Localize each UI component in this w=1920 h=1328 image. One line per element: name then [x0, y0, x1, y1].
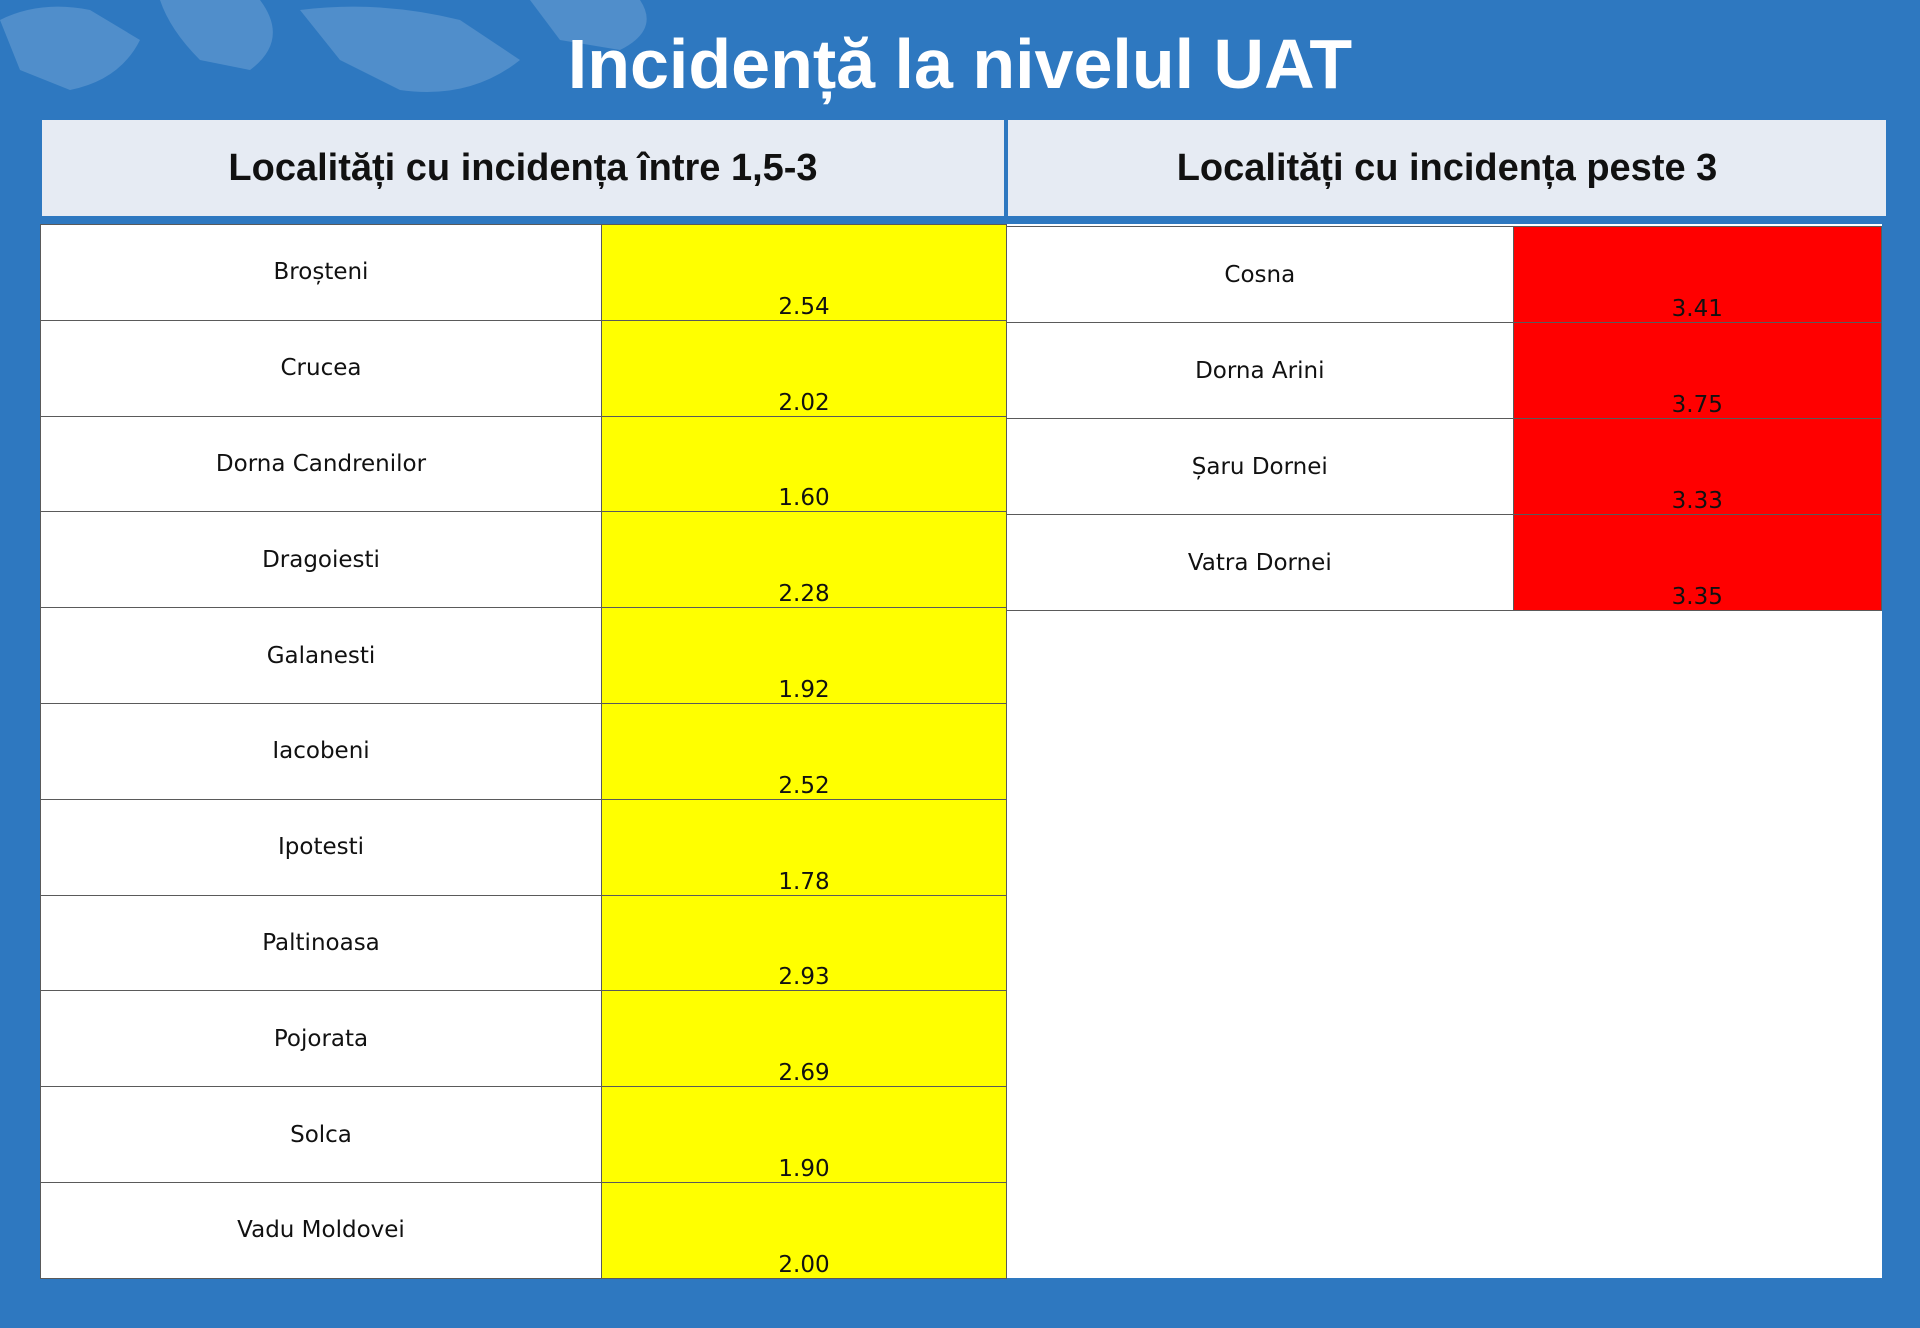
incidence-value: 2.02 — [602, 320, 1007, 416]
incidence-value: 2.93 — [602, 895, 1007, 991]
table-row — [41, 416, 1007, 512]
incidence-value: 1.60 — [602, 416, 1007, 512]
locality-name: Vatra Dornei — [1007, 515, 1514, 611]
page-title: Incidență la nivelul UAT — [567, 25, 1353, 103]
incidence-value: 2.28 — [602, 512, 1007, 608]
locality-name: Solca — [41, 1087, 602, 1183]
locality-name: Dragoiesti — [41, 512, 602, 608]
table-row — [41, 608, 1007, 704]
locality-name: Ipotesti — [41, 799, 602, 895]
table-row — [1007, 323, 1882, 419]
table-row — [1007, 419, 1882, 515]
incidence-value: 2.52 — [602, 703, 1007, 799]
locality-name: Pojorata — [41, 991, 602, 1087]
locality-name: Șaru Dornei — [1007, 419, 1514, 515]
header-mid-range: Localități cu incidența între 1,5-3 — [42, 120, 1004, 216]
locality-name: Dorna Candrenilor — [41, 416, 602, 512]
locality-name: Crucea — [41, 320, 602, 416]
table-row — [41, 1182, 1007, 1278]
table-row — [1007, 227, 1882, 323]
locality-name: Vadu Moldovei — [41, 1182, 602, 1278]
table-row — [41, 799, 1007, 895]
incidence-value: 3.33 — [1513, 419, 1881, 515]
header-high-range: Localități cu incidența peste 3 — [1008, 120, 1886, 216]
incidence-value: 2.69 — [602, 991, 1007, 1087]
table-row — [41, 703, 1007, 799]
locality-name: Dorna Arini — [1007, 323, 1514, 419]
incidence-value: 3.75 — [1513, 323, 1881, 419]
table-row — [41, 225, 1007, 321]
incidence-value: 1.78 — [602, 799, 1007, 895]
locality-name: Broșteni — [41, 225, 602, 321]
locality-name: Galanesti — [41, 608, 602, 704]
locality-name: Iacobeni — [41, 703, 602, 799]
locality-name: Cosna — [1007, 227, 1514, 323]
incidence-value: 2.00 — [602, 1182, 1007, 1278]
incidence-value: 1.90 — [602, 1087, 1007, 1183]
table-row — [41, 320, 1007, 416]
table-row — [41, 991, 1007, 1087]
table-row — [41, 512, 1007, 608]
mid-range-table — [40, 224, 1007, 1279]
high-range-table — [1006, 226, 1882, 611]
table-row — [41, 1087, 1007, 1183]
table-row — [1007, 515, 1882, 611]
locality-name: Paltinoasa — [41, 895, 602, 991]
table-row — [41, 895, 1007, 991]
incidence-value: 1.92 — [602, 608, 1007, 704]
incidence-value: 3.41 — [1513, 227, 1881, 323]
incidence-value: 3.35 — [1513, 515, 1881, 611]
incidence-value: 2.54 — [602, 225, 1007, 321]
